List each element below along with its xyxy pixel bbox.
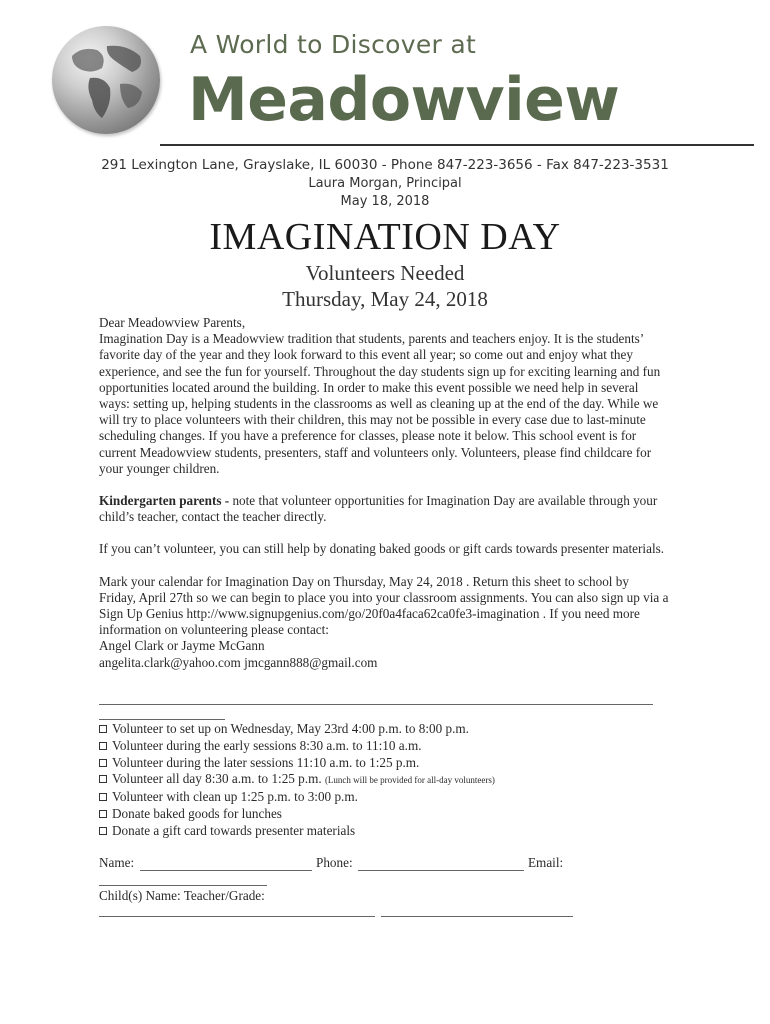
separator-line-short — [99, 719, 225, 720]
letter-body — [99, 315, 669, 671]
option-label: Volunteer with clean up 1:25 p.m. to 3:00 p.m. — [112, 789, 358, 805]
separator-line — [99, 704, 653, 705]
school-name: Meadowview — [188, 65, 620, 135]
checkbox[interactable] — [99, 759, 107, 767]
phone-field[interactable] — [358, 870, 524, 871]
principal-name: Laura Morgan, Principal — [308, 176, 462, 191]
option-label: Donate baked goods for lunches — [112, 805, 282, 821]
teacher-grade-field[interactable] — [381, 916, 573, 917]
option-label: Donate a gift card towards presenter materials — [112, 822, 356, 838]
name-field[interactable] — [140, 870, 312, 871]
name-label: Name: — [99, 855, 135, 870]
email-label: Email: — [528, 855, 564, 870]
paragraph-donate: If you can’t volunteer, you can still help by donating baked goods or gift cards towards presenter materials. — [99, 541, 665, 557]
subtitle-date: Thursday, May 24, 2018 — [282, 287, 488, 311]
checkbox[interactable] — [99, 775, 107, 783]
header-divider — [160, 144, 754, 146]
child-label: Child(s) Name: Teacher/Grade: — [99, 888, 265, 903]
email-field[interactable] — [99, 885, 267, 886]
contact-names: Angel Clark or Jayme McGann — [99, 638, 265, 654]
page-title: IMAGINATION DAY — [209, 216, 561, 258]
letter-date: May 18, 2018 — [340, 194, 430, 209]
subtitle-volunteers: Volunteers Needed — [305, 261, 465, 285]
school-address: 291 Lexington Lane, Grayslake, IL 60030 - Phone 847-223-3656 - Fax 847-223-3531 — [101, 157, 669, 173]
option-label: Volunteer during the later sessions 11:10 a.m. to 1:25 p.m. — [112, 754, 420, 770]
checkbox[interactable] — [99, 725, 107, 733]
form-row-contact — [99, 855, 134, 871]
checkbox[interactable] — [99, 742, 107, 750]
paragraph-calendar: Mark your calendar for Imagination Day on Thursday, May 24, 2018 . Return this sheet to school by Friday, April 27th so we can begin to place you into your classroom assignments. You can also sign up via a Sign Up Genius http://www.signupgenius.com/go/20f0a4faca62ca0fe3-imagination . If you need more information on volunteering please contact: — [99, 573, 669, 638]
option-setup[interactable] — [99, 721, 495, 738]
option-label: Volunteer to set up on Wednesday, May 23rd 4:00 p.m. to 8:00 p.m. — [112, 721, 469, 736]
child-name-field[interactable] — [99, 916, 375, 917]
option-label: Volunteer during the early sessions 8:30 a.m. to 11:10 a.m. — [112, 737, 422, 753]
option-gift-card[interactable] — [99, 823, 495, 840]
globe-logo-icon — [52, 26, 160, 134]
option-baked-goods[interactable] — [99, 806, 495, 823]
checkbox[interactable] — [99, 793, 107, 801]
option-all-day[interactable] — [99, 771, 495, 789]
contact-emails: angelita.clark@yahoo.com jmcgann888@gmail.com — [99, 654, 378, 670]
salutation: Dear Meadowview Parents, — [99, 315, 246, 330]
phone-label: Phone: — [316, 855, 353, 870]
checkbox[interactable] — [99, 827, 107, 835]
option-label: Volunteer all day 8:30 a.m. to 1:25 p.m. — [112, 771, 322, 787]
paragraph-kindergarten — [99, 493, 669, 525]
option-later[interactable] — [99, 755, 495, 772]
kindergarten-label: Kindergarten parents - — [99, 493, 230, 509]
kindergarten-text: note that volunteer opportunities for Imagination Day are available through your child’s teacher, contact the teacher directly. — [99, 493, 658, 525]
lunch-note: (Lunch will be provided for all-day volunteers) — [324, 775, 495, 786]
option-cleanup[interactable] — [99, 789, 495, 806]
option-early[interactable] — [99, 738, 495, 755]
checkbox[interactable] — [99, 810, 107, 818]
paragraph-intro: Imagination Day is a Meadowview tradition that students, parents and teachers enjoy. It is the students’ favorite day of the year and they look forward to this event all year; so come out and enjoy what they experience, and see the fun for yourself. Throughout the day students sign up for exciting learning and fun opportunities located around the building. In order to make this event possible we need help in several ways: setting up, helping students in the classrooms as well as cleaning up at the end of the day. While we will try to place volunteers with their children, this may not be possible in every case due to last-minute scheduling changes. If you have a preference for classes, please note it below. This school event is for current Meadowview students, presenters, staff and volunteers only. Volunteers, please find childcare for your younger children. — [99, 331, 661, 476]
volunteer-options — [99, 721, 495, 840]
tagline: A World to Discover at — [190, 30, 477, 59]
